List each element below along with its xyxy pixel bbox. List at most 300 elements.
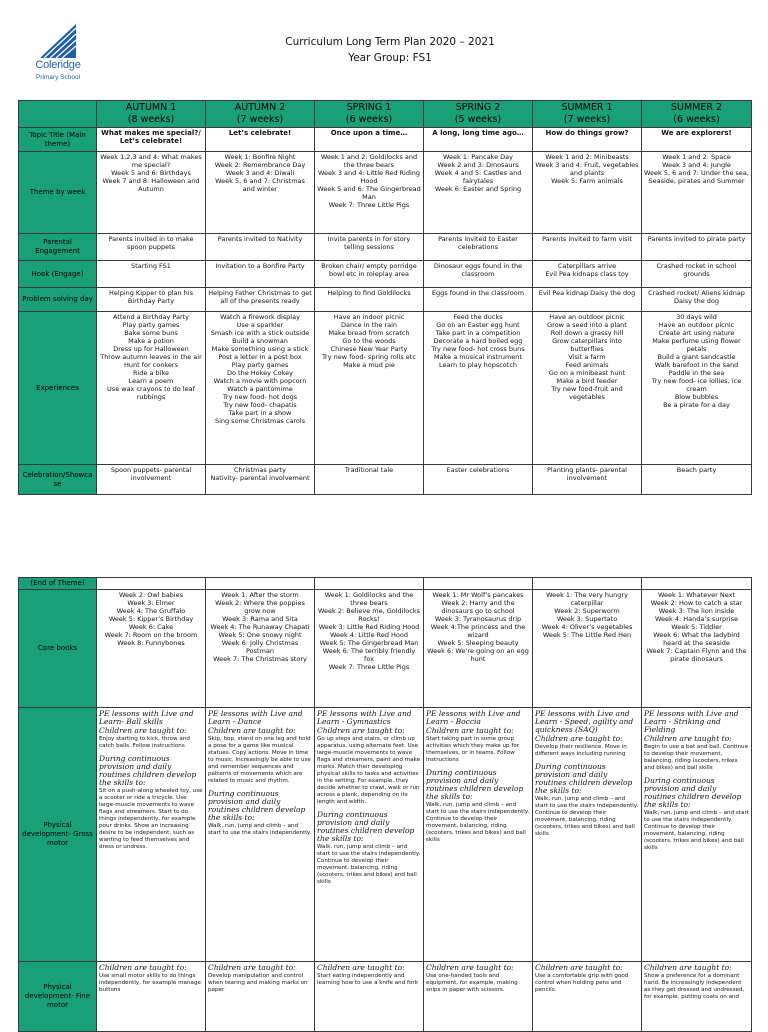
taught-heading: Children are taught to: — [644, 963, 732, 972]
cell-line: Broken chair/ empty porridge bowl etc in roleplay area — [321, 262, 417, 278]
book-line: Week 6: What the ladybird heard at the seaside — [653, 631, 740, 647]
plan-table-1 — [18, 100, 752, 495]
book-line: Week 4:The princess and the wizard — [430, 623, 526, 639]
cell-line: Helping Father Christmas to get all of the presents ready — [208, 289, 312, 305]
term-weeks: (5 weeks) — [454, 114, 502, 125]
cell-line: Walk barefoot in the sand — [654, 361, 739, 369]
cell-line: Watch a movie with popcorn — [213, 377, 307, 385]
school-logo — [30, 22, 86, 94]
taught-heading: Children are taught to: — [317, 726, 405, 735]
cell-line: Learn to play hopscotch — [438, 361, 518, 369]
plan-cell — [533, 578, 642, 590]
plan-cell — [206, 288, 315, 312]
cell-line: Dance in the rain — [340, 321, 398, 329]
book-line: Week 6: Cake — [128, 623, 174, 631]
logo-triangle-icon — [38, 22, 78, 60]
cell-line: Week 1,2,3 and 4: What makes me special? — [100, 153, 202, 169]
cell-line: Easter celebrations — [446, 466, 510, 474]
cell-line: What makes me special?/ Let’s celebrate! — [101, 129, 201, 145]
plan-row — [19, 128, 752, 152]
cell-line: Go on an Easter egg hunt — [436, 321, 520, 329]
cell-line: Post a letter in a post box — [218, 353, 302, 361]
plan-cell — [97, 590, 206, 708]
document-title: Curriculum Long Term Plan 2020 – 2021 — [285, 36, 495, 48]
cell-line: Week 5 and 6: The Gingerbread Man — [317, 185, 421, 201]
plan-cell — [533, 708, 642, 962]
cell-line: Week 3 and 4: Diwali — [225, 169, 295, 177]
plan-cell — [642, 288, 752, 312]
cell-line: Week 5, 6 and 7: Christmas and winter — [215, 177, 305, 193]
plan-cell — [533, 465, 642, 495]
taught-heading: Children are taught to: — [535, 963, 623, 972]
plan-cell — [642, 465, 752, 495]
taught-text: Develop manipulation and control when tearing and making marks on paper — [208, 973, 308, 993]
term-header — [533, 101, 642, 128]
fine-motor-row — [19, 962, 752, 1032]
term-header — [424, 101, 533, 128]
taught-heading: Children are taught to: — [99, 726, 187, 735]
cell-line: Try new food- spring rolls etc — [322, 353, 416, 361]
plan-row — [19, 312, 752, 465]
plan-cell — [97, 312, 206, 465]
cell-line: Watch a pantomime — [227, 385, 293, 393]
cell-line: Attend a Birthday Party — [112, 313, 190, 321]
cell-line: Week 3 and 4: Fruit, vegetables and plants — [535, 161, 639, 177]
book-line: Week 1: After the storm — [221, 591, 299, 599]
taught-text: Start eating independently and learning how to use a knife and fork — [317, 973, 418, 986]
taught-heading: Children are taught to: — [535, 734, 623, 743]
cell-line: Bake some buns — [124, 329, 178, 337]
book-line: Week 5: The Little Red Hen — [542, 631, 632, 639]
cell-line: Planting plants- parental involvement — [547, 466, 627, 482]
row-label: Theme by week — [19, 152, 97, 234]
cell-line: Ride a bike — [132, 369, 170, 377]
pe-lesson-heading: PE lessons with Live and Learn - Striking and Fielding — [644, 709, 739, 734]
cell-line: Build a snowman — [232, 337, 288, 345]
cell-line: Make a bird feeder — [556, 377, 618, 385]
cell-line: Be a pirate for a day — [663, 401, 730, 409]
book-line: Week 3: Elmer — [127, 599, 175, 607]
taught-heading: Children are taught to: — [208, 726, 296, 735]
plan-cell — [97, 465, 206, 495]
cell-line: Try new food- hot dogs — [222, 393, 298, 401]
cell-line: Try new food- ice lollies, ice cream — [651, 377, 742, 393]
cell-line: Paddle in the sea — [668, 369, 725, 377]
plan-cell — [424, 465, 533, 495]
provision-heading: During continuous provision and daily routines children develop the skills to: — [208, 789, 306, 822]
plan-cell — [97, 288, 206, 312]
cell-line: Throw autumn leaves in the air — [100, 353, 202, 361]
taught-heading: Children are taught to: — [317, 963, 405, 972]
taught-text: Start taking part in some group activities which they make up for themselves, or in teams. Follow instructions — [426, 736, 520, 763]
row-label: Physical development- Fine motor — [19, 962, 97, 1032]
plan-cell — [206, 234, 315, 261]
plan-cell — [642, 590, 752, 708]
cell-line: Have an outdoor picnic — [658, 321, 735, 329]
cell-line: Once upon a time… — [330, 129, 408, 137]
book-line: Week 4: Little Red Hood — [329, 631, 409, 639]
cell-line: Learn a poem — [128, 377, 174, 385]
cell-line: Week 1 and 2: Goldilocks and the three bears — [320, 153, 418, 169]
plan-cell — [206, 312, 315, 465]
plan-cell — [642, 312, 752, 465]
taught-heading: Children are taught to: — [426, 963, 514, 972]
plan-cell — [315, 234, 424, 261]
taught-text: Use one-handed tools and equipment, for example, making snips in paper with scissors. — [426, 973, 518, 993]
plan-cell — [533, 152, 642, 234]
book-line: Week 1: Goldilocks and the three bears — [324, 591, 414, 607]
taught-text: Use small motor skills to do things independently, for example manage buttons — [99, 973, 201, 993]
book-line: Week 7: Room on the broom — [104, 631, 198, 639]
plan-cell — [206, 152, 315, 234]
cell-line: Smash ice with a stick outside — [210, 329, 310, 337]
cell-line: Grow caterpillars into butterflies — [552, 337, 622, 353]
cell-line: Take part in a show — [228, 409, 292, 417]
cell-line: Week 6: Easter and Spring — [434, 185, 522, 193]
row-label: Core books — [19, 590, 97, 708]
plan-cell — [315, 708, 424, 962]
cell-line: Make a mud pie — [343, 361, 395, 369]
cell-line: Week 1 and 2: Space — [662, 153, 731, 161]
book-line: Week 5: Tiddler — [671, 623, 722, 631]
provision-heading: During continuous provision and daily routines children develop the skills to: — [317, 810, 415, 843]
plan-cell — [642, 578, 752, 590]
book-line: Week 1: Whatever Next — [657, 591, 736, 599]
cell-line: Go on a minibeast hunt — [548, 369, 626, 377]
plan-table-2 — [18, 577, 752, 1032]
term-weeks: (8 weeks) — [127, 114, 175, 125]
plan-cell — [206, 962, 315, 1032]
cell-line: Play party games — [231, 361, 289, 369]
book-line: Week 4: Oliver’s vegetables — [541, 623, 633, 631]
cell-line: Parents invited to Easter celebrations — [438, 235, 518, 251]
term-name: SPRING 1 — [346, 102, 392, 113]
plan-cell — [424, 128, 533, 152]
row-label: Physical development- Gross motor — [19, 708, 97, 962]
plan-cell — [424, 234, 533, 261]
cell-line: Crashed rocket in school grounds — [656, 262, 737, 278]
book-line: Week 5: Sleeping beauty — [437, 639, 519, 647]
cell-line: Parents invited to Nativity — [217, 235, 303, 243]
term-name: AUTUMN 1 — [125, 102, 177, 113]
plan-cell — [206, 578, 315, 590]
book-line: Week 6: Jolly Christmas Postman — [221, 639, 299, 655]
taught-text: Develop their resilience. Move in different ways including running — [535, 744, 627, 757]
book-line: Week 2: Believe me, Goldilocks Rocks! — [318, 607, 420, 623]
term-header — [315, 101, 424, 128]
plan-cell — [424, 152, 533, 234]
cell-line: Dinosaur eggs found in the classroom — [433, 262, 523, 278]
plan-cell — [97, 578, 206, 590]
provision-text: Walk, run, jump and climb – and start to use the stairs independently. — [208, 823, 312, 836]
cell-line: Caterpillars arrive — [557, 262, 617, 270]
cell-line: Have an indoor picnic — [333, 313, 405, 321]
book-line: Week 2: Where the poppies grow now — [215, 599, 305, 615]
document-subtitle: Year Group: FS1 — [348, 52, 432, 64]
cell-line: Eggs found in the classroom — [431, 289, 525, 297]
plan-cell — [97, 234, 206, 261]
taught-text: Show a preference for a dominant hand. Be increasingly independent as they get dressed and undressed, for example, putting coats on and — [644, 973, 745, 1000]
book-line: Week 8: Funnybones — [117, 639, 185, 647]
cell-line: How do things grow? — [545, 129, 629, 137]
cell-line: Make something using a stick — [211, 345, 309, 353]
pe-lesson-heading: PE lessons with Live and Learn- Ball skills — [99, 709, 194, 726]
plan-cell — [642, 128, 752, 152]
term-name: SPRING 2 — [455, 102, 501, 113]
plan-cell — [206, 590, 315, 708]
plan-cell — [424, 708, 533, 962]
cell-line: Do the Hokey Cokey — [227, 369, 293, 377]
term-weeks: (7 weeks) — [563, 114, 611, 125]
row-label: Topic Title (Main theme) — [19, 128, 97, 152]
book-line: Week 7: Three Little Pigs — [328, 663, 410, 671]
cell-line: Make bread from scratch — [328, 329, 410, 337]
book-line: Week 5: One snowy night — [218, 631, 302, 639]
cell-line: Play party games — [122, 321, 180, 329]
book-line: Week 3: Supertato — [556, 615, 618, 623]
cell-line: Parents invited in to make spoon puppets — [108, 235, 194, 251]
cell-line: Hunt for conkers — [123, 361, 178, 369]
cell-line: Crashed rocket/ Aliens kidnap Daisy the dog — [648, 289, 745, 305]
gross-motor-row — [19, 708, 752, 962]
plan-cell — [642, 261, 752, 288]
cell-line: Week 7 and 8: Halloween and Autumn — [102, 177, 200, 193]
cell-line: Have an outdoor picnic — [549, 313, 625, 321]
row-label: (End of Theme) — [19, 578, 97, 590]
cell-line: Beach party — [676, 466, 717, 474]
plan-cell — [315, 578, 424, 590]
plan-cell — [97, 128, 206, 152]
book-line: Week 2: Superworm — [554, 607, 620, 615]
cell-line: Evil Pea kidnap Daisy the dog — [538, 289, 636, 297]
cell-line: We are explorers! — [661, 129, 732, 137]
plan-cell — [642, 708, 752, 962]
cell-line: Build a giant sandcastle — [657, 353, 736, 361]
cell-line: Blow bubbles — [674, 393, 719, 401]
plan-cell — [533, 590, 642, 708]
cell-line: Try new food- chapatis — [223, 401, 297, 409]
plan-cell — [424, 312, 533, 465]
cell-line: Take part in a competition — [435, 329, 521, 337]
provision-text: Sit on a push-along wheeled toy, use a scooter or ride a tricycle. Use large-muscle movements to wave flags and streamers. Start to do things independently, for example pour drinks. Show an increasing desire to be independent, such as wanting to feed themselves and dress or undress. — [99, 788, 203, 850]
cell-line: Let’s celebrate! — [228, 129, 292, 137]
plan-cell — [206, 261, 315, 288]
book-line: Week 6: We’re going on an egg hunt — [427, 647, 529, 663]
header-corner — [19, 101, 97, 128]
cell-line: 30 days wild — [676, 313, 717, 321]
cell-line: Feed the ducks — [453, 313, 503, 321]
row-label: Problem solving day — [19, 288, 97, 312]
plan-cell — [97, 962, 206, 1032]
taught-text: Begin to use a bat and ball. Continue to develop their movement, balancing, riding (scooters, trikes and bikes) and ball skills — [644, 744, 749, 771]
provision-text: Walk, run, jump and climb – and start to use the stairs independently. Continue to develop their movement, balancing, riding (scooters, trikes and bikes) and ball skills — [426, 802, 530, 843]
cell-line: Week 2: Remembrance Day — [214, 161, 306, 169]
plan-cell — [533, 261, 642, 288]
cell-line: Week 5 and 6: Birthdays — [111, 169, 191, 177]
book-line: Week 5: The Gingerbread Man — [319, 639, 419, 647]
book-line: Week 6: The terribly friendly fox — [322, 647, 416, 663]
cell-line: Dress up for Halloween — [113, 345, 189, 353]
book-line: Week 4: Handa’s surprise — [654, 615, 739, 623]
plan-cell — [206, 128, 315, 152]
term-weeks: (6 weeks) — [345, 114, 393, 125]
plan-cell — [424, 288, 533, 312]
cell-line: Week 1 and 2: Minibeasts — [545, 153, 629, 161]
term-header — [97, 101, 206, 128]
cell-line: Parents invited to pirate party — [647, 235, 746, 243]
plan-cell — [642, 962, 752, 1032]
cell-line: Week 5: Farm animals — [551, 177, 623, 185]
term-name: AUTUMN 2 — [234, 102, 286, 113]
cell-line: Watch a firework display — [220, 313, 300, 321]
book-line: Week 3: The lion inside — [658, 607, 735, 615]
cell-line: Go to the woods — [342, 337, 396, 345]
plan-cell — [315, 128, 424, 152]
cell-line: Week 1: Bonfire Night — [224, 153, 296, 161]
taught-heading: Children are taught to: — [426, 726, 514, 735]
cell-line: Invite parents in for story telling sessions — [327, 235, 411, 251]
term-name: SUMMER 2 — [670, 102, 723, 113]
cell-line: Sing some Christmas carols — [214, 417, 306, 425]
cell-line: Grow a seed into a plant — [547, 321, 627, 329]
cell-line: Week 5, 6 and 7: Under the sea, Seaside, pirates and Summer — [644, 169, 749, 185]
pe-lesson-heading: PE lessons with Live and Learn - Boccia — [426, 709, 521, 726]
cell-line: Spoon puppets- parental involvement — [110, 466, 192, 482]
cell-line: Use a sparkler — [236, 321, 284, 329]
pe-lesson-heading: PE lessons with Live and Learn - Dance — [208, 709, 303, 726]
cell-line: Chinese New Year Party — [330, 345, 408, 353]
plan-cell — [533, 234, 642, 261]
term-header — [642, 101, 752, 128]
taught-heading: Children are taught to: — [644, 734, 732, 743]
provision-heading: During continuous provision and daily routines children develop the skills to: — [535, 762, 633, 795]
cell-line: Week 2 and 3: Dinosaurs — [437, 161, 519, 169]
provision-text: Walk, run, jump and climb – and start to use the stairs independently. Continue to develop their movement, balancing, riding (scooters, trikes and bikes) and ball skills — [535, 796, 639, 837]
cell-line: Try new food- hot cross buns — [431, 345, 525, 353]
taught-text: Use a comfortable grip with good control when holding pens and pencils. — [535, 973, 629, 993]
row-label: Celebration/Showcase — [19, 465, 97, 495]
logo-name: Coleridge — [35, 59, 81, 71]
cell-line: Christmas party — [233, 466, 287, 474]
cell-line: Week 7: Three Little Pigs — [328, 201, 410, 209]
plan-row — [19, 234, 752, 261]
plan-cell — [642, 234, 752, 261]
cell-line: Try new food-fruit and vegetables — [551, 385, 623, 401]
plan-cell — [424, 962, 533, 1032]
pe-lesson-heading: PE lessons with Live and Learn - Gymnastics — [317, 709, 412, 726]
plan-cell — [97, 152, 206, 234]
plan-cell — [206, 465, 315, 495]
book-line: Week 3: Tyranosaurus drip — [434, 615, 522, 623]
plan-cell — [533, 288, 642, 312]
taught-text: Go up steps and stairs, or climb up apparatus, using alternate feet. Use large-muscle movements to wave flags and streamers, paint and make marks. Match their developing physical skills to tasks and activities in the setting. For example, they decide whether to crawl, walk or run across a plank, depending on its length and width. — [317, 736, 421, 805]
plan-cell — [424, 261, 533, 288]
book-line: Week 5: Kipper’s Birthday — [108, 615, 194, 623]
plan-cell — [315, 288, 424, 312]
term-name: SUMMER 1 — [561, 102, 613, 113]
book-line: Week 2: Owl babies — [119, 591, 183, 599]
term-header — [206, 101, 315, 128]
plan-cell — [533, 312, 642, 465]
row-label: Hook (Engage) — [19, 261, 97, 288]
cell-line: Helping to find Goldilocks — [327, 289, 411, 297]
plan-cell — [424, 590, 533, 708]
cell-line: Week 3 and 4: Little Red Riding Hood — [317, 169, 421, 185]
book-line: Week 3: Rama and Sita — [222, 615, 298, 623]
cell-line: Use wax crayons to do leaf rubbings — [107, 385, 195, 401]
cell-line: Nativity- parental involvement — [210, 474, 310, 482]
row-label: Experiences — [19, 312, 97, 465]
plan-row — [19, 261, 752, 288]
cell-line: Invitation to a Bonfire Party — [215, 262, 305, 270]
taught-text: Enjoy starting to kick, throw and catch balls. Follow instructions — [99, 736, 190, 749]
taught-heading: Children are taught to: — [208, 963, 296, 972]
provision-heading: During continuous provision and daily routines children develop the skills to: — [99, 754, 197, 787]
book-line: Week 4: The Runaway Chapati — [210, 623, 310, 631]
plan-cell — [315, 465, 424, 495]
plan-row — [19, 288, 752, 312]
cell-line: Make a musical instrument — [434, 353, 522, 361]
plan-cell — [315, 261, 424, 288]
pe-lesson-heading: PE lessons with Live and Learn - Speed, agility and quickness (SAQ) — [535, 709, 634, 734]
plan-cell — [424, 578, 533, 590]
provision-text: Walk, run, jump and climb – and start to use the stairs independently. Continue to develop their movement, balancing, riding (scooters, trikes and bikes) and ball skills — [317, 844, 421, 885]
book-line: Week 2: Harry and the dinosaurs go to school — [441, 599, 515, 615]
plan-cell — [642, 152, 752, 234]
provision-heading: During continuous provision and daily routines children develop the skills to: — [426, 768, 524, 801]
cell-line: Starting FS1 — [131, 262, 171, 270]
plan-cell — [315, 152, 424, 234]
cell-line: Create art using nature — [658, 329, 735, 337]
cell-line: Week 1: Pancake Day — [443, 153, 513, 161]
plan-cell — [315, 962, 424, 1032]
cell-line: Visit a farm — [568, 353, 606, 361]
end-of-theme-row — [19, 578, 752, 590]
provision-heading: During continuous provision and daily routines children develop the skills to: — [644, 776, 742, 809]
cell-line: Week 4 and 5: Castles and fairytales — [434, 169, 522, 185]
cell-line: Feed animals — [565, 361, 609, 369]
cell-line: Make a potion — [128, 337, 174, 345]
term-weeks: (6 weeks) — [673, 114, 720, 125]
core-books-row — [19, 590, 752, 708]
logo-subtitle: Primary School — [35, 74, 81, 81]
term-weeks: (7 weeks) — [236, 114, 284, 125]
plan-cell — [97, 261, 206, 288]
book-line: Week 7: Captain Flynn and the pirate dinosaurs — [646, 647, 747, 663]
provision-text: Walk, run, jump and climb – and start to use the stairs independently. Continue to develop their movement, balancing, riding (scooters, trikes and bikes) and ball skills — [644, 810, 749, 851]
taught-text: Skip, hop, stand on one leg and hold a pose for a game like musical statues. Copy actions. Move in time to music. Increasingly be able to use and remember sequences and patterns of movements which are related to music and rhythm. — [208, 736, 311, 784]
plan-cell — [315, 312, 424, 465]
plan-cell — [97, 708, 206, 962]
cell-line: Roll down a grassy hill — [550, 329, 624, 337]
cell-line: Decorate a hard boiled egg — [433, 337, 523, 345]
cell-line: Week 3 and 4: Jungle — [662, 161, 731, 169]
book-line: Week 7: The Christmas story — [213, 655, 307, 663]
document-title-block — [220, 34, 560, 66]
plan-row — [19, 465, 752, 495]
cell-line: Helping Kipper to plan his Birthday Party — [109, 289, 193, 305]
cell-line: Traditional tale — [344, 466, 394, 474]
plan-cell — [206, 708, 315, 962]
row-label: Parental Engagement — [19, 234, 97, 261]
cell-line: A long, long time ago… — [432, 129, 524, 137]
plan-cell — [533, 962, 642, 1032]
plan-cell — [533, 128, 642, 152]
plan-cell — [315, 590, 424, 708]
term-header-row — [19, 101, 752, 128]
cell-line: Make perfume using flower petals — [652, 337, 741, 353]
book-line: Week 3: Little Red Riding Hood — [318, 623, 420, 631]
